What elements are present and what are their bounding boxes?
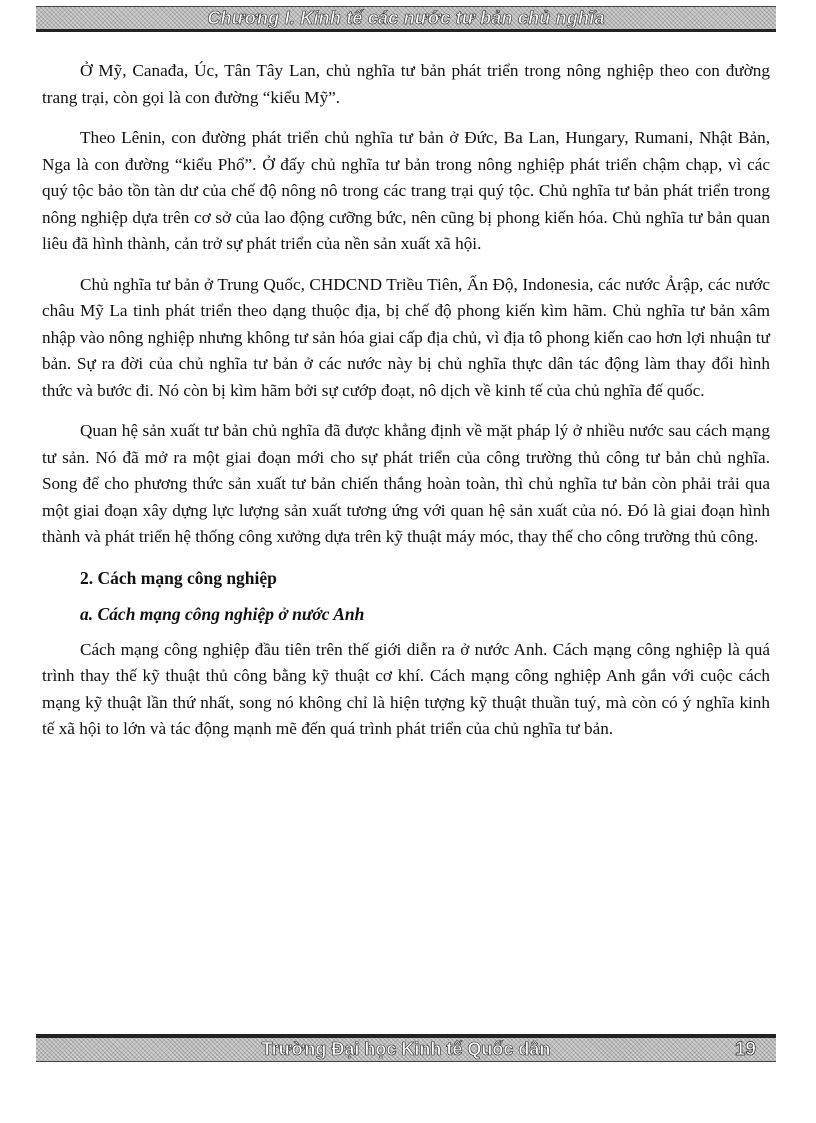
paragraph: Chủ nghĩa tư bản ở Trung Quốc, CHDCND Triều Tiên, Ấn Độ, Indonesia, các nước Ảrập, các nước châu Mỹ La tinh phát triển theo dạng thuộc địa, bị chế độ phong kiến kìm hãm. Chủ nghĩa tư bản xâm nhập vào nông nghiệp nhưng không tư sản hóa giai cấp địa chủ, vì địa tô phong kiến cao hơn lợi nhuận tư bản. Sự ra đời của chủ nghĩa tư bản ở các nước này bị chủ nghĩa thực dân tác động làm thay đổi hình thức và bước đi. Nó còn bị kìm hãm bởi sự cướp đoạt, nô dịch về kinh tế của chủ nghĩa đế quốc. — [42, 274, 770, 400]
page-body — [42, 58, 770, 757]
section-heading: 2. Cách mạng công nghiệp — [80, 567, 277, 588]
paragraph: Cách mạng công nghiệp đầu tiên trên thế giới diễn ra ở nước Anh. Cách mạng công nghiệp là quá trình thay thế kỹ thuật thủ công bằng kỹ thuật cơ khí. Cách mạng công nghiệp Anh gắn với cuộc cách mạng kỹ thuật lần thứ nhất, song nó không chỉ là hiện tượng kỹ thuật thuần tuý, mà còn có ý nghĩa kinh tế xã hội to lớn và tác động mạnh mẽ đến quá trình phát triển của chủ nghĩa tư bản. — [42, 639, 770, 738]
institution-name: Trường Đại học Kinh tế Quốc dân — [261, 1039, 551, 1059]
paragraph: Quan hệ sản xuất tư bản chủ nghĩa đã được khẳng định về mặt pháp lý ở nhiều nước sau cách mạng tư sản. Nó đã mở ra một giai đoạn mới cho sự phát triển của công trường thủ công tư bản chủ nghĩa. Song để cho phương thức sản xuất tư bản chiến thắng hoàn toàn, thì chủ nghĩa tư bản còn phải trải qua một giai đoạn xây dựng lực lượng sản xuất tương ứng với quan hệ sản xuất của nó. Đó là giai đoạn hình thành và phát triển hệ thống công xưởng dựa trên kỹ thuật máy móc, thay thế cho công trường thủ công. — [42, 421, 770, 546]
paragraph: Ở Mỹ, Canađa, Úc, Tân Tây Lan, chủ nghĩa tư bản phát triển trong nông nghiệp theo con đường trang trại, còn gọi là con đường “kiểu Mỹ”. — [42, 61, 770, 107]
paragraph: Theo Lênin, con đường phát triển chủ nghĩa tư bản ở Đức, Ba Lan, Hungary, Rumani, Nhật Bản, Nga là con đường “kiểu Phổ”. Ở đấy chủ nghĩa tư bản trong nông nghiệp phát triển chậm chạp, vì các quý tộc bảo tồn tàn dư của chế độ nông nô trong các trang trại quý tộc. Chủ nghĩa tư bản phát triển trong nông nghiệp dựa trên cơ sở của lao động cưỡng bức, nên cũng bị phong kiến hóa. Chủ nghĩa tư bản quan liêu đã hình thành, cản trở sự phát triển của nền sản xuất xã hội. — [42, 128, 770, 253]
chapter-title: Chương I. Kinh tế các nước tư bản chủ nghĩa — [207, 8, 605, 28]
page-number: 19 — [734, 1039, 756, 1060]
chapter-header-band — [36, 6, 776, 32]
page-footer-band — [36, 1034, 776, 1062]
sub-heading: a. Cách mạng công nghiệp ở nước Anh — [80, 603, 365, 624]
